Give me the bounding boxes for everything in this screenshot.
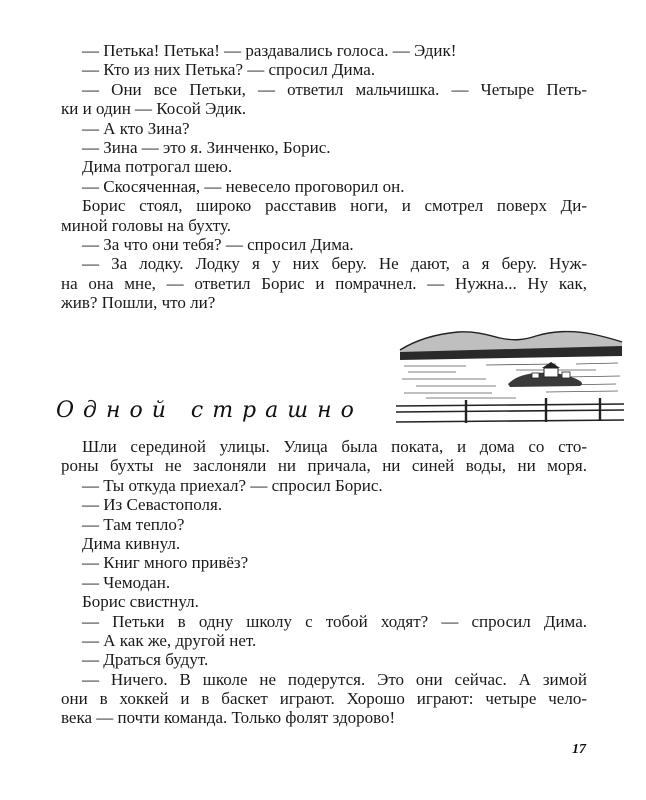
text-line: — Чемодан. — [82, 572, 171, 592]
text-line: Шли серединой улицы. Улица была поката, и дома со сто- — [82, 437, 587, 456]
text-block-top — [61, 41, 587, 313]
text-line: — А кто Зина? — [82, 118, 190, 138]
text-block-bottom — [61, 437, 587, 728]
text-line: ки и один — Косой Эдик. — [61, 99, 247, 119]
text-line: миной головы на бухту. — [61, 215, 232, 235]
text-line: — За лодку. Лодку я у них беру. Не дают, а я беру. Нуж- — [82, 254, 587, 274]
text-line: — Из Севастополя. — [82, 495, 223, 515]
text-line: — Скосяченная, — невесело проговорил он. — [82, 176, 405, 196]
text-line: — Петьки в одну школу с тобой ходят? — спросил Дима. — [82, 611, 587, 631]
text-line: — Книг много привёз? — [82, 553, 249, 573]
text-line: они в хоккей и в баскет играют. Хорошо играют: четыре чело- — [61, 689, 587, 709]
text-line: — Кто из них Петька? — спросил Дима. — [82, 60, 376, 80]
text-line: века — почти команда. Только фолят здорово! — [61, 708, 396, 728]
page-number: 17 — [572, 742, 586, 757]
text-line: Борис свистнул. — [82, 592, 199, 612]
text-line: — Драться будут. — [82, 650, 209, 670]
chapter-heading: Одной страшно — [56, 398, 363, 423]
text-line: — Зина — это я. Зинченко, Борис. — [82, 137, 331, 157]
text-line: Дима потрогал шею. — [82, 157, 233, 177]
text-line: Борис стоял, широко расставив ноги, и смотрел поверх Ди- — [82, 196, 587, 216]
text-line: — Они все Петьки, — ответил мальчишка. — Четыре Петь- — [82, 79, 587, 99]
text-line: — А как же, другой нет. — [82, 630, 257, 650]
text-line: — Там тепло? — [82, 514, 185, 534]
text-line: — Петька! Петька! — раздавались голоса. — Эдик! — [82, 41, 457, 60]
text-line: — Ничего. В школе не подерутся. Это они сейчас. А зимой — [82, 669, 587, 689]
text-line: роны бухты не заслоняли ни причала, ни синей воды, ни моря. — [61, 456, 587, 476]
harbor-illustration — [396, 326, 624, 424]
text-line: — Ты откуда приехал? — спросил Борис. — [82, 475, 383, 495]
text-line: — За что они тебя? — спросил Дима. — [82, 234, 354, 254]
text-line: Дима кивнул. — [82, 533, 181, 553]
text-line: на она мне, — ответил Борис и помрачнел. — Нужна... Ну как, — [61, 273, 587, 293]
text-line: жив? Пошли, что ли? — [61, 293, 216, 313]
